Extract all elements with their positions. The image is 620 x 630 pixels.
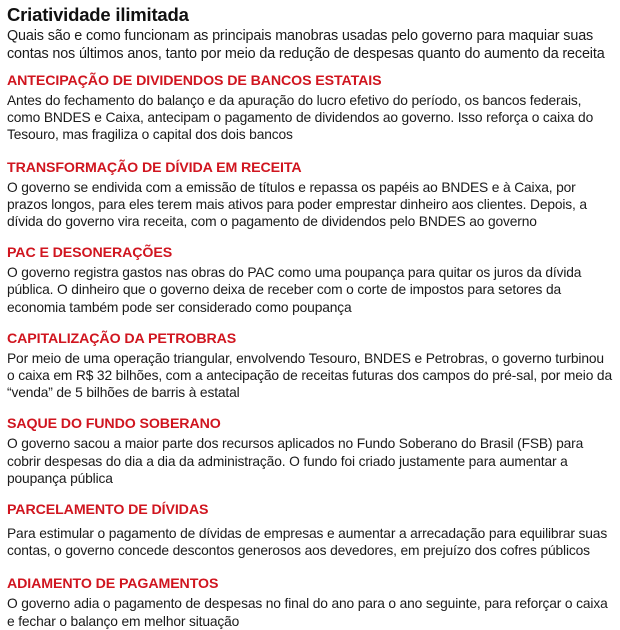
section-body: O governo se endivida com a emissão de títulos e repassa os papéis ao BNDES e à Caixa, por prazos longos, para eles terem mais ativos para poder emprestar dinheiro aos clientes. Depois, a dívida do governo vira receita, com o pagamento de dividendos pelo BNDES ao governo — [7, 179, 587, 230]
section-heading: PARCELAMENTO DE DÍVIDAS — [7, 502, 209, 519]
section-adiamento-pagamentos — [7, 576, 614, 629]
section-heading: SAQUE DO FUNDO SOBERANO — [7, 416, 221, 433]
sections-list — [7, 73, 614, 630]
section-capitalizacao-petrobras — [7, 331, 614, 402]
section-body: O governo registra gastos nas obras do PAC como uma poupança para quitar os juros da dívida pública. O dinheiro que o governo deixa de receber com o corte de impostos para setores da economia também pode ser considerado como poupança — [7, 265, 582, 315]
section-heading: ANTECIPAÇÃO DE DIVIDENDOS DE BANCOS ESTATAIS — [7, 73, 382, 89]
page-title: Criatividade ilimitada — [7, 4, 189, 25]
section-pac-desoneracoes — [7, 245, 614, 316]
section-heading: ADIAMENTO DE PAGAMENTOS — [7, 576, 219, 593]
section-body: Antes do fechamento do balanço e da apuração do lucro efetivo do período, os bancos federais, como BNDES e Caixa, antecipam o pagamento de dividendos ao governo. Isso reforça o caixa do Tesouro, mas fragiliza o capital dos dois bancos — [7, 93, 594, 143]
section-divida-em-receita — [7, 160, 614, 231]
page-subtitle: Quais são e como funcionam as principais manobras usadas pelo governo para maquiar suas contas nos últimos anos, tanto por meio da redução de despesas quanto do aumento da receita — [7, 28, 605, 62]
section-heading: CAPITALIZAÇÃO DA PETROBRAS — [7, 330, 237, 347]
section-fundo-soberano — [7, 416, 614, 487]
section-body: Para estimular o pagamento de dívidas de empresas e aumentar a arrecadação para equilibrar suas contas, o governo concede descontos generosos aos devedores, em prejuízo dos cofres públicos — [7, 526, 608, 559]
section-body: O governo sacou a maior parte dos recursos aplicados no Fundo Soberano do Brasil (FSB) para cobrir despesas do dia a dia da administração. O fundo foi criado justamente para aumentar a poupança pública — [7, 436, 584, 486]
section-body: Por meio de uma operação triangular, envolvendo Tesouro, BNDES e Petrobras, o governo turbinou o caixa em R$ 32 bilhões, com a antecipação de receitas futuras dos campos do pré-sal, por meio da “venda” de 5 bilhões de barris à estatal — [7, 350, 612, 401]
section-heading: TRANSFORMAÇÃO DE DÍVIDA EM RECEITA — [7, 159, 302, 176]
section-body: O governo adia o pagamento de despesas no final do ano para o ano seguinte, para reforçar o caixa e fechar o balanço em melhor situação — [7, 596, 608, 629]
section-parcelamento-dividas — [7, 502, 614, 559]
section-antecipacao-dividendos — [7, 73, 614, 144]
section-heading: PAC E DESONERAÇÕES — [7, 245, 173, 262]
